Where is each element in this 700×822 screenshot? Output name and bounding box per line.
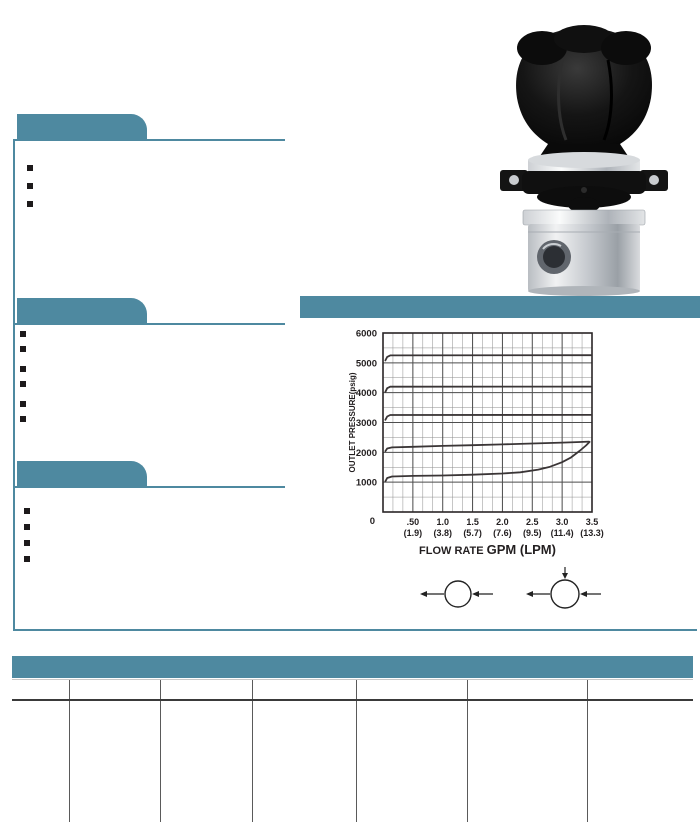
materials-underline: [13, 486, 285, 488]
material-row: [24, 520, 294, 530]
operating-parameters-header: [13, 298, 300, 325]
material-row: [24, 504, 294, 514]
parameter-row: [20, 327, 298, 337]
parameter-label: [33, 327, 133, 337]
svg-text:.50: .50: [406, 517, 420, 527]
ordering-column-headers: [12, 679, 693, 701]
svg-text:(5.7): (5.7): [463, 528, 482, 538]
valve-collar: [528, 152, 640, 173]
svg-text:5000: 5000: [355, 358, 377, 370]
svg-text:(3.8): (3.8): [433, 528, 452, 538]
flow-data-section: [300, 296, 700, 318]
material-label: [42, 536, 114, 546]
product-photo: [470, 20, 698, 298]
svg-text:(7.6): (7.6): [493, 528, 512, 538]
bullet-square-icon: [24, 508, 30, 514]
bullet-square-icon: [20, 401, 26, 407]
operating-parameters-underline: [13, 323, 285, 325]
parameter-label: [33, 377, 133, 392]
porting-diagram: [398, 565, 668, 617]
arrow-left-icon: [420, 591, 427, 597]
arrow-left-icon: [472, 591, 479, 597]
parameter-row: [20, 362, 298, 372]
parameter-row: [20, 397, 298, 407]
list-item: [27, 160, 457, 171]
list-item: [27, 196, 457, 207]
svg-text:1.5: 1.5: [466, 517, 479, 527]
design-features-list: [27, 160, 457, 214]
arrow-left-icon: [526, 591, 533, 597]
column-header-inlet-pressure: [253, 680, 357, 699]
svg-text:2000: 2000: [355, 447, 377, 459]
svg-text:4000: 4000: [355, 388, 377, 400]
cell-gauge: [357, 701, 468, 822]
svg-text:FLOW RATE GPM (LPM): FLOW RATE GPM (LPM): [419, 542, 556, 557]
operating-parameters-list: [20, 327, 298, 427]
bullet-square-icon: [20, 381, 26, 387]
operating-parameters-tab: [17, 298, 147, 324]
bullet-square-icon: [24, 540, 30, 546]
cell-body-porting: [161, 701, 253, 822]
material-row: [24, 552, 294, 562]
flow-curve-setpoint-5250-psig: [385, 355, 590, 360]
parameter-row: [20, 342, 298, 357]
parameter-label: [33, 397, 133, 407]
svg-text:(13.3): (13.3): [580, 528, 604, 538]
valve-body: [523, 210, 645, 296]
svg-text:3.5: 3.5: [585, 517, 599, 527]
parameter-label: [33, 362, 133, 372]
column-header-body-porting: [161, 680, 253, 699]
bullet-square-icon: [27, 201, 33, 207]
design-features-tab: [17, 114, 147, 140]
intro-paragraph: [13, 40, 488, 61]
section-bottom-rule: [13, 629, 697, 631]
svg-text:(11.4): (11.4): [550, 528, 574, 538]
column-header-outlet-form: [588, 680, 693, 699]
flow-data-header: [300, 296, 700, 318]
svg-text:6000: 6000: [355, 328, 377, 340]
bullet-square-icon: [20, 366, 26, 372]
flow-curve-setpoint-2200-psig: [385, 442, 589, 452]
flow-curve-setpoint-1200-psig: [385, 442, 589, 481]
design-features-header: [13, 114, 300, 141]
materials-header: [13, 461, 300, 488]
cell-body-material: [70, 701, 161, 822]
arrow-down-icon: [562, 573, 568, 579]
valve-knob: [516, 25, 652, 162]
svg-text:2.5: 2.5: [526, 517, 539, 527]
materials-list: [24, 504, 294, 568]
material-label: [42, 504, 114, 514]
valve-clamp: [500, 170, 668, 213]
column-header-inlet-form: [468, 680, 588, 699]
flow-curve-setpoint-3250-psig: [385, 415, 590, 420]
column-header-gauge: [357, 680, 468, 699]
materials-tab: [17, 461, 147, 487]
section-left-rule: [13, 140, 15, 630]
svg-text:3000: 3000: [355, 418, 377, 429]
material-label: [42, 552, 114, 562]
material-row: [24, 536, 294, 546]
bullet-square-icon: [20, 331, 26, 337]
cell-outlet-form: [588, 701, 693, 822]
svg-text:1000: 1000: [355, 477, 377, 489]
parameter-row: [20, 377, 298, 392]
ordering-header: [12, 656, 693, 678]
parameter-row: [20, 412, 298, 422]
bullet-square-icon: [20, 346, 26, 352]
bullet-square-icon: [24, 524, 30, 530]
bullet-square-icon: [27, 183, 33, 189]
column-header-series: [12, 680, 70, 699]
svg-text:(9.5): (9.5): [523, 528, 542, 538]
svg-text:2.0: 2.0: [496, 517, 509, 527]
cell-inlet-pressure: [253, 701, 357, 822]
cell-inlet-form: [468, 701, 588, 822]
bullet-square-icon: [20, 416, 26, 422]
flow-chart: [300, 320, 700, 565]
material-label: [42, 520, 114, 530]
bullet-square-icon: [27, 165, 33, 171]
svg-text:(1.9): (1.9): [403, 528, 423, 538]
cell-series: [12, 701, 70, 822]
svg-text:1.0: 1.0: [436, 517, 449, 527]
svg-text:0: 0: [369, 516, 375, 527]
ordering-table-row: [12, 701, 693, 822]
list-item: [27, 178, 457, 189]
parameter-label: [33, 342, 133, 357]
porting-diagram-a: [420, 581, 493, 607]
arrow-left-icon: [580, 591, 587, 597]
design-features-underline: [13, 139, 285, 141]
flow-curve-setpoint-4200-psig: [385, 387, 590, 392]
bullet-square-icon: [24, 556, 30, 562]
svg-text:3.0: 3.0: [555, 517, 569, 527]
column-header-body-material: [70, 680, 161, 699]
porting-diagram-b: [526, 567, 601, 608]
parameter-label: [33, 412, 133, 422]
svg-text:OUTLET PRESSURE(psig): OUTLET PRESSURE(psig): [348, 372, 357, 473]
